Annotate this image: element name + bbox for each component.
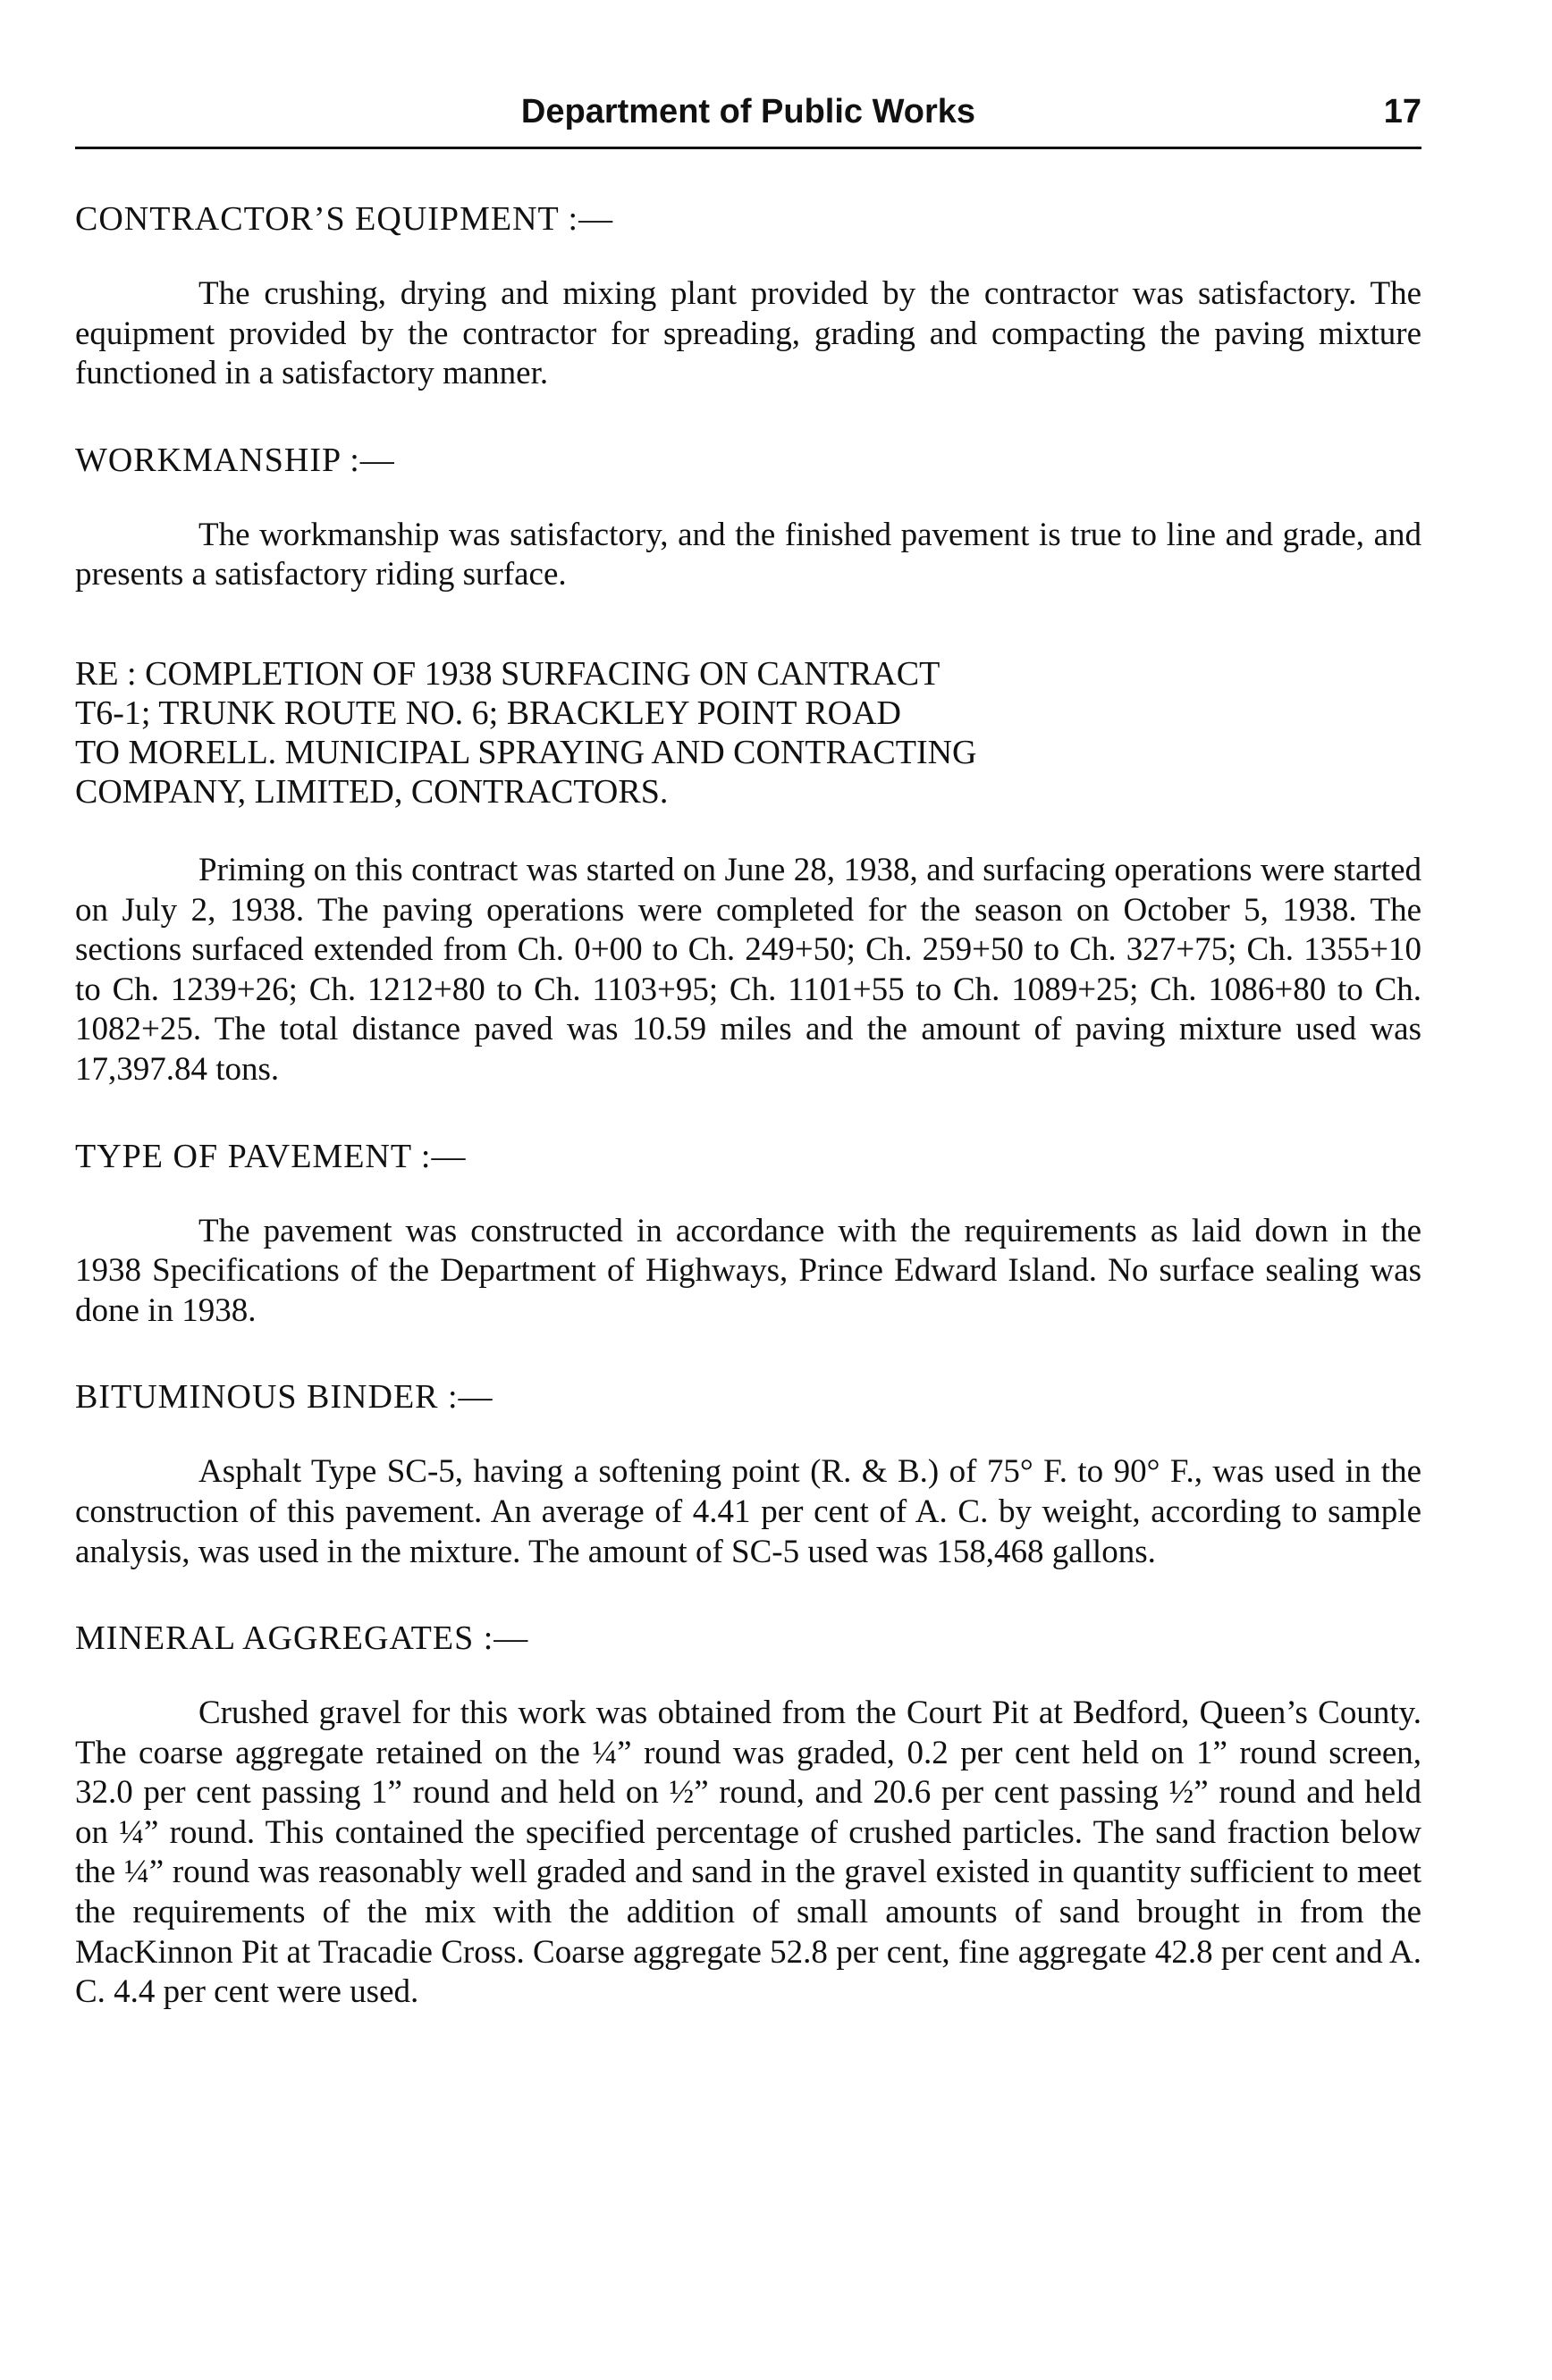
re-heading-line: COMPANY, LIMITED, CONTRACTORS. bbox=[75, 772, 669, 811]
re-heading-line: RE : COMPLETION OF 1938 SURFACING ON CANTRACT bbox=[75, 654, 940, 693]
section-heading-workmanship: WORKMANSHIP :— bbox=[75, 441, 395, 479]
paragraph-contractors-equipment: The crushing, drying and mixing plant provided by the contractor was satisfactory. The equipment provided by the contractor for spreading, grading and compacting the paving mixture functioned in a satisfactory manner. bbox=[75, 275, 1421, 392]
re-heading-line: TO MORELL. MUNICIPAL SPRAYING AND CONTRACTING bbox=[75, 733, 977, 771]
paragraph-mineral-aggregates: Crushed gravel for this work was obtained from the Court Pit at Bedford, Queen’s County. The coarse aggregate retained on the ¼” round was graded, 0.2 per cent held on 1” round screen, 32.0 per cent passing 1” round and held on ½” round, and 20.6 per cent passing ½” round and held on ¼” round. This contained the specified percentage of crushed particles. The sand fraction below the ¼” round was reasonably well graded and sand in the gravel existed in quantity sufficient to meet the requirements of the mix with the addition of small amounts of sand brought in from the MacKinnon Pit at Tracadie Cross. Coarse aggregate 52.8 per cent, fine aggregate 42.8 per cent and A. C. 4.4 per cent were used. bbox=[75, 1695, 1421, 2011]
re-heading bbox=[75, 654, 1421, 812]
header-title: Department of Public Works bbox=[520, 93, 976, 130]
document-page bbox=[75, 86, 1421, 2013]
paragraph-type-of-pavement: The pavement was constructed in accordance with the requirements as laid down in the 1938 Specifications of the Department of Highways, Prince Edward Island. No surface sealing was done in 1938. bbox=[75, 1212, 1421, 1329]
section-heading-type-of-pavement: TYPE OF PAVEMENT :— bbox=[75, 1137, 467, 1175]
page-number: 17 bbox=[1383, 93, 1421, 130]
paragraph-bituminous-binder: Asphalt Type SC-5, having a softening point (R. & B.) of 75° F. to 90° F., was used in the construction of this pavement. An average of 4.41 per cent of A. C. by weight, according to sample analysis, was used in the mixture. The amount of SC-5 used was 158,468 gallons. bbox=[75, 1453, 1421, 1570]
section-heading-bituminous-binder: BITUMINOUS BINDER :— bbox=[75, 1378, 493, 1417]
section-heading-contractors-equipment: CONTRACTOR’S EQUIPMENT :— bbox=[75, 200, 614, 238]
re-heading-line: T6-1; TRUNK ROUTE NO. 6; BRACKLEY POINT ROAD bbox=[75, 694, 901, 732]
paragraph-completion-details: Priming on this contract was started on June 28, 1938, and surfacing operations were started on July 2, 1938. The paving operations were completed for the season on October 5, 1938. The sections surfaced extended from Ch. 0+00 to Ch. 249+50; Ch. 259+50 to Ch. 327+75; Ch. 1355+10 to Ch. 1239+26; Ch. 1212+80 to Ch. 1103+95; Ch. 1101+55 to Ch. 1089+25; Ch. 1086+80 to Ch. 1082+25. The total distance paved was 10.59 miles and the amount of paving mixture used was 17,397.84 tons. bbox=[75, 851, 1421, 1088]
section-heading-mineral-aggregates: MINERAL AGGREGATES :— bbox=[75, 1619, 529, 1658]
paragraph-workmanship: The workmanship was satisfactory, and the finished pavement is true to line and grade, and presents a satisfactory riding surface. bbox=[75, 516, 1421, 593]
running-header bbox=[75, 86, 1421, 149]
